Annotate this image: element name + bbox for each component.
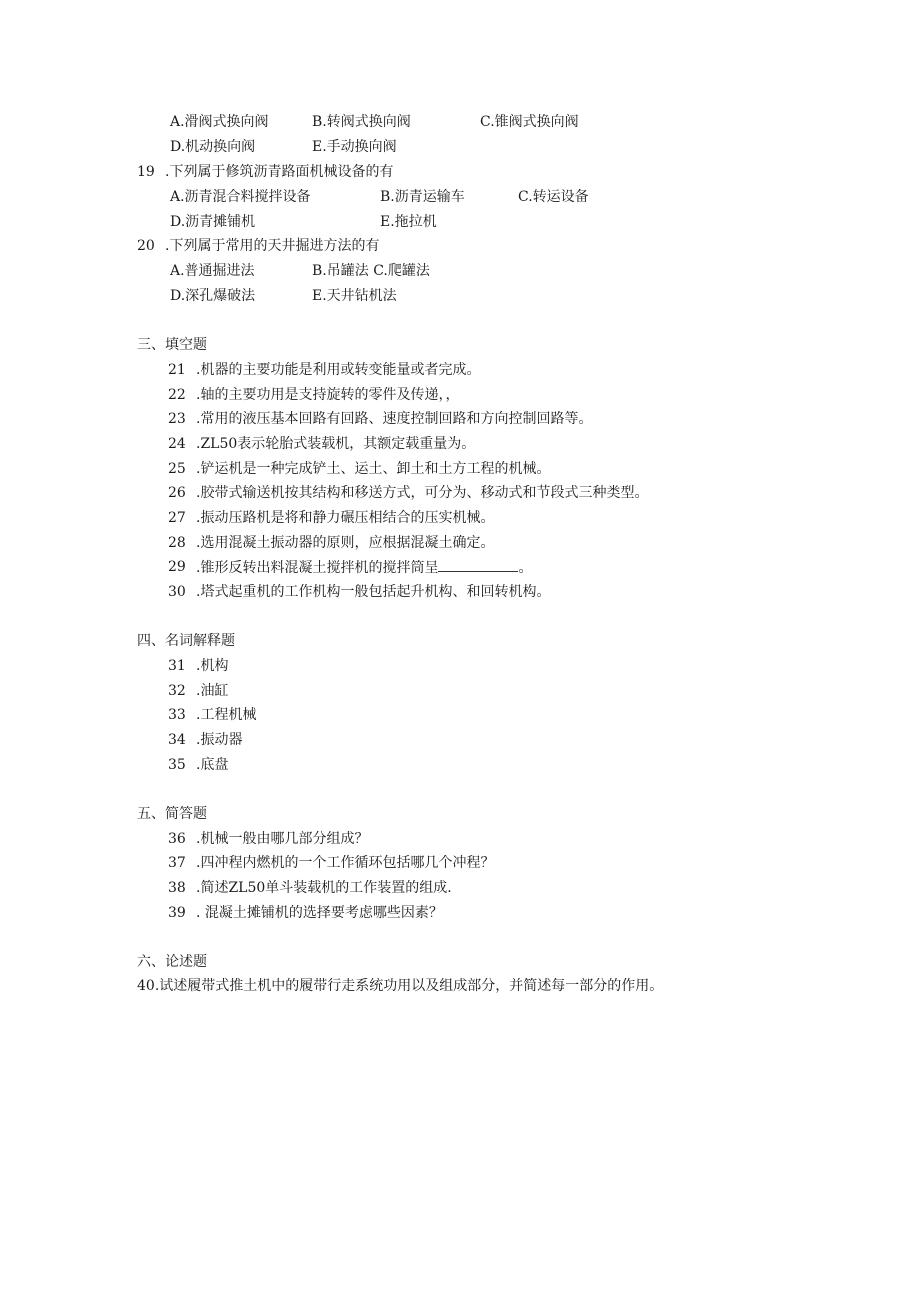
q19-stem: .下列属于修筑沥青路面机械设备的有 [165, 164, 394, 180]
q19-option-b: B.沥青运输车 [380, 189, 465, 205]
question-number: 28 [168, 535, 186, 551]
question-text: .机械一般由哪几部分组成？ [196, 831, 369, 847]
question-text: .轴的主要功用是支持旋转的零件及传递，， [196, 387, 460, 403]
question-number: 23 [168, 411, 186, 427]
q19-option-c: C.转运设备 [518, 189, 589, 205]
question-text: .塔式起重机的工作机构一般包括起升机构、和回转机构。 [196, 584, 551, 600]
question-number: 37 [168, 855, 186, 871]
question-text: .常用的液压基本回路有回路、速度控制回路和方向控制回路等。 [196, 411, 593, 427]
question-text: .胶带式输送机按其结构和移送方式，可分为、移动式和节段式三种类型。 [196, 485, 649, 501]
q18-option-e: E.手动换向阀 [312, 139, 397, 155]
question-text: .机器的主要功能是利用或转变能量或者完成。 [196, 362, 481, 378]
q19-number: 19 [137, 164, 155, 180]
question-number: 38 [168, 880, 186, 896]
question-text: .选用混凝土振动器的原则，应根据混凝土确定。 [196, 535, 495, 551]
section-title-term-definition: 四、名词解释题 [137, 633, 235, 649]
q20-number: 20 [137, 238, 155, 254]
question-number: 33 [168, 707, 186, 723]
q18-option-a: A.滑阀式换向阀 [170, 114, 269, 130]
section-title-short-answer: 五、简答题 [137, 806, 207, 822]
question-number: 24 [168, 436, 186, 452]
q18-option-b: B.转阀式换向阀 [312, 114, 411, 130]
q19-option-a: A.沥青混合料搅拌设备 [170, 189, 311, 205]
question-text: .ZL50表示轮胎式装载机，其额定载重量为。 [196, 436, 476, 452]
question-number: 35 [168, 757, 186, 773]
q20-option-d: D.深孔爆破法 [170, 288, 256, 304]
question-number: 30 [168, 584, 186, 600]
question-number: 32 [168, 683, 186, 699]
question-number: 22 [168, 387, 186, 403]
question-text: .振动压路机是将和静力碾压相结合的压实机械。 [196, 510, 495, 526]
question-text: . 混凝土摊铺机的选择要考虑哪些因素？ [196, 905, 443, 921]
q20-option-a: A.普通掘进法 [170, 263, 255, 279]
q18-option-d: D.机动换向阀 [170, 139, 256, 155]
question-number: 21 [168, 362, 186, 378]
question-text: .振动器 [196, 732, 243, 748]
question-text: .锥形反转出料混凝土搅拌机的搅拌筒呈 [196, 560, 439, 576]
question-text-with-blank [196, 557, 532, 577]
question-number: 25 [168, 461, 186, 477]
question-text: .四冲程内燃机的一个工作循环包括哪几个冲程？ [196, 855, 495, 871]
question-number: 29 [168, 559, 186, 575]
q20-stem: .下列属于常用的天井掘进方法的有 [165, 238, 380, 254]
question-number: 31 [168, 658, 186, 674]
section-title-essay: 六、论述题 [137, 954, 207, 970]
question-number: 36 [168, 831, 186, 847]
q20-option-bc: B.吊罐法 C.爬罐法 [312, 263, 430, 279]
question-number: 39 [168, 905, 186, 921]
essay-question: 40.试述履带式推土机中的履带行走系统功用以及组成部分，并简述每一部分的作用。 [137, 978, 664, 994]
q19-option-d: D.沥青摊铺机 [170, 214, 256, 230]
question-text-tail: 。 [518, 560, 533, 576]
question-number: 27 [168, 510, 186, 526]
q20-option-e: E.天井钻机法 [312, 288, 397, 304]
section-title-fill-blank: 三、填空题 [137, 337, 207, 353]
question-text: .简述ZL50单斗装载机的工作装置的组成. [196, 880, 452, 896]
question-text: .油缸 [196, 683, 229, 699]
question-text: .机构 [196, 658, 229, 674]
question-number: 26 [168, 485, 186, 501]
question-number: 34 [168, 732, 186, 748]
q19-option-e: E.拖拉机 [380, 214, 437, 230]
q18-option-c: C.锥阀式换向阀 [480, 114, 579, 130]
question-text: .工程机械 [196, 707, 257, 723]
question-text: .铲运机是一种完成铲土、运土、卸土和土方工程的机械。 [196, 461, 551, 477]
question-text: .底盘 [196, 757, 229, 773]
answer-blank [438, 557, 518, 572]
